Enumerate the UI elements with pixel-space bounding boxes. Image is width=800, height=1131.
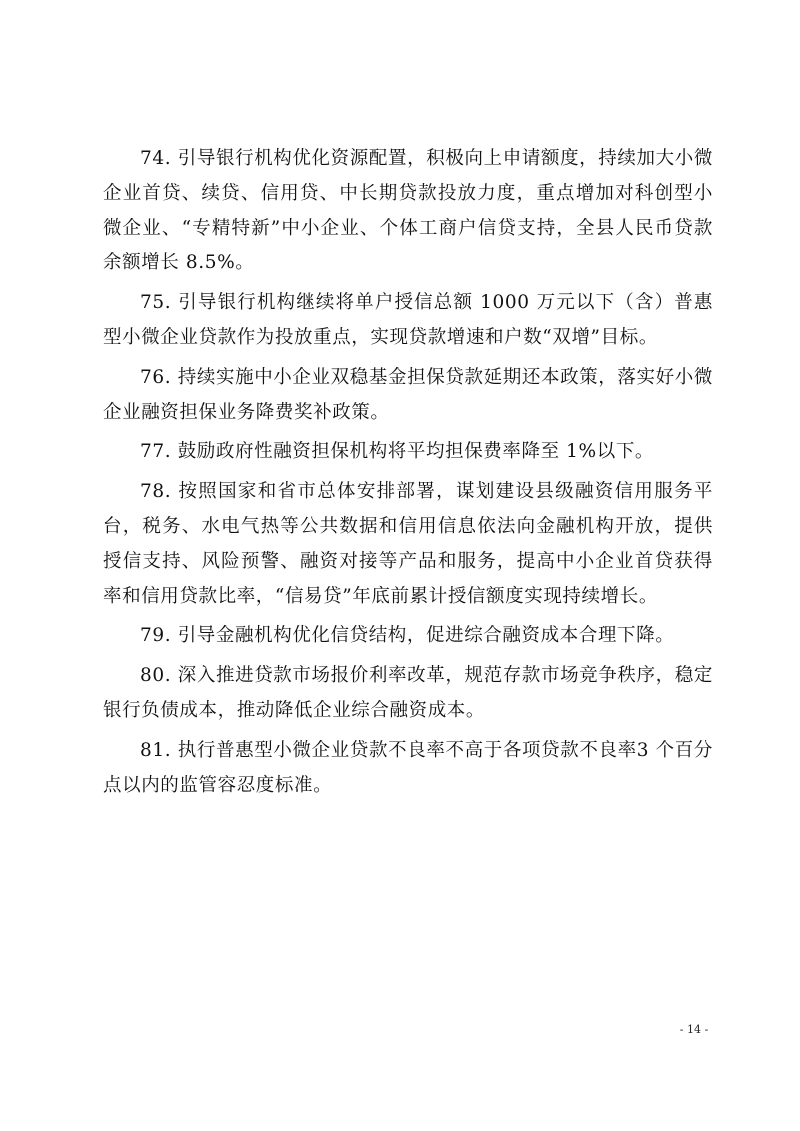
document-body [103, 142, 713, 808]
paragraph-78: 78. 按照国家和省市总体安排部署，谋划建设县级融资信用服务平台，税务、水电气热等公共数据和信用信息依法向金融机构开放，提供授信支持、风险预警、融资对接等产品和服务，提高中小企业首贷获得率和信用贷款比率，“信易贷”年底前累计授信额度实现持续增长。 [103, 481, 713, 607]
paragraph-77: 77. 鼓励政府性融资担保机构将平均担保费率降至 1%以下。 [140, 441, 655, 463]
paragraph-80: 80. 深入推进贷款市场报价利率改革，规范存款市场竞争秩序，稳定银行负债成本，推动降低企业综合融资成本。 [103, 665, 713, 721]
paragraph-75: 75. 引导银行机构继续将单户授信总额 1000 万元以下（含）普惠型小微企业贷款作为投放重点，实现贷款增速和户数“双增”目标。 [103, 292, 713, 348]
paragraph-76: 76. 持续实施中小企业双稳基金担保贷款延期还本政策，落实好小微企业融资担保业务降费奖补政策。 [103, 366, 713, 423]
paragraph-81: 81. 执行普惠型小微企业贷款不良率不高于各项贷款不良率3 个百分点以内的监管容忍度标准。 [103, 739, 713, 796]
paragraph-74: 74. 引导银行机构优化资源配置，积极向上申请额度，持续加大小微企业首贷、续贷、信用贷、中长期贷款投放力度，重点增加对科创型小微企业、“专精特新”中小企业、个体工商户信贷支持，全县人民币贷款余额增长 8.5%。 [103, 148, 713, 274]
paragraph-79: 79. 引导金融机构优化信贷结构，促进综合融资成本合理下降。 [140, 625, 675, 647]
page-number: - 14 - [679, 1023, 709, 1036]
